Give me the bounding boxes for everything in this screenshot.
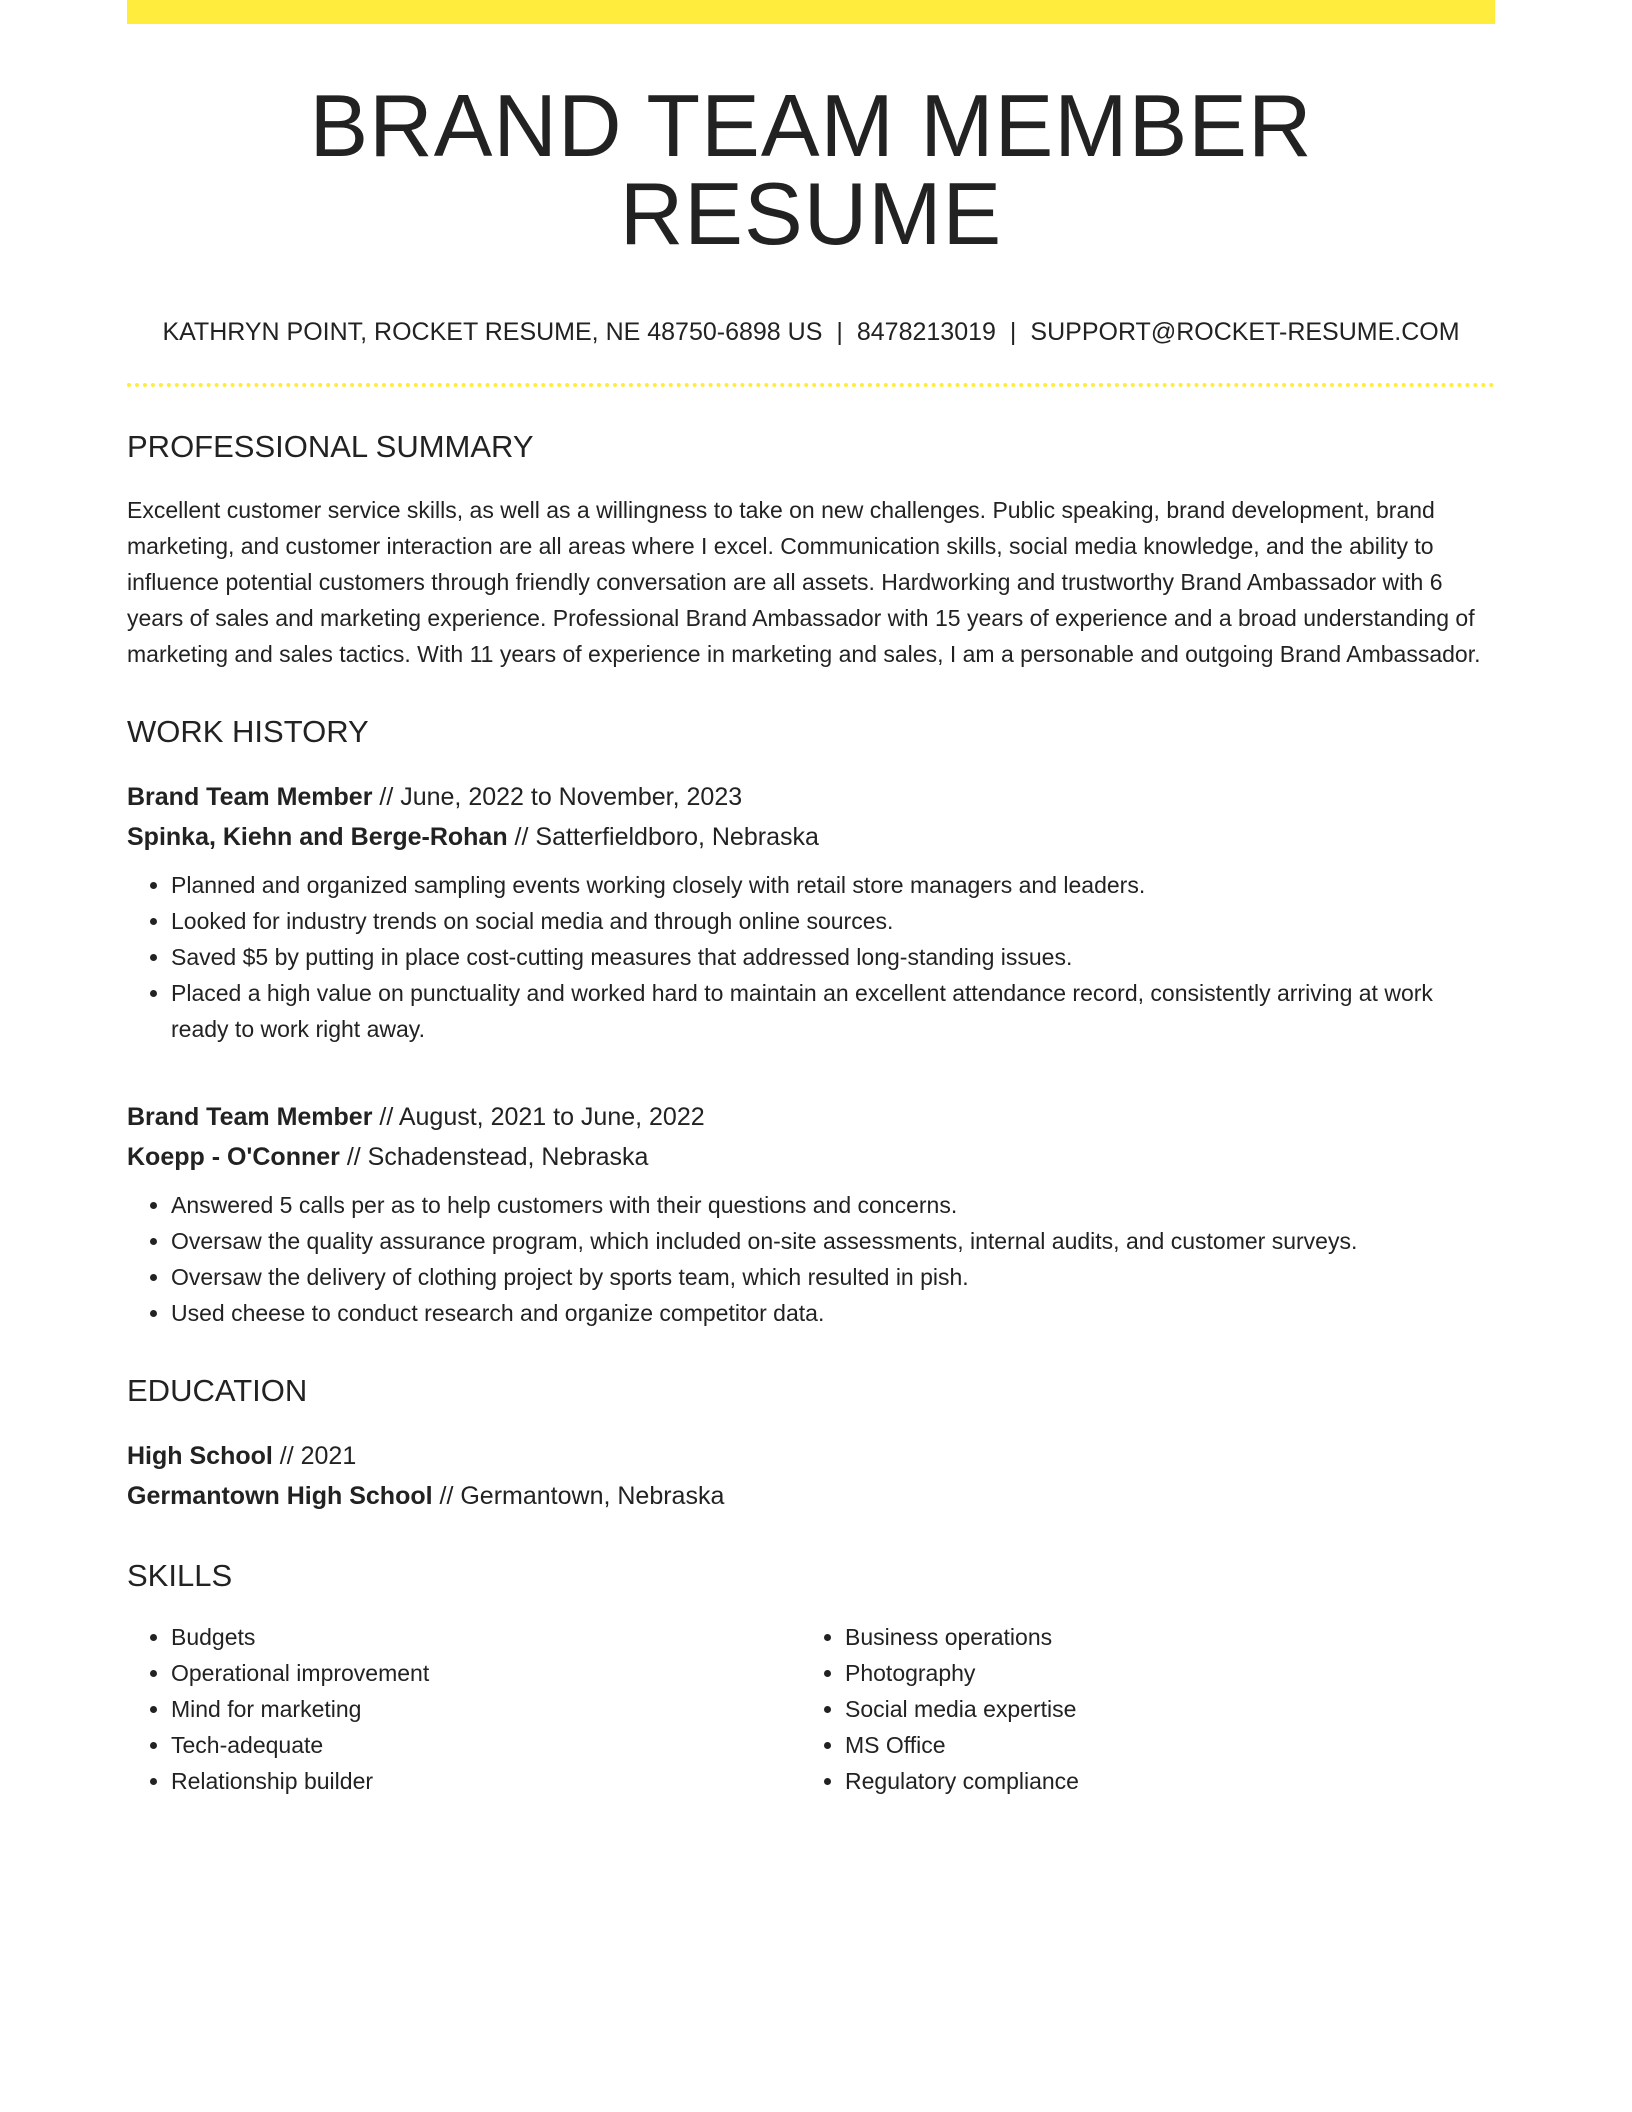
- education-year: // 2021: [272, 1442, 357, 1470]
- job-entry: [127, 1097, 1495, 1331]
- job-bullets: [127, 867, 1495, 1047]
- summary-heading: PROFESSIONAL SUMMARY: [127, 429, 534, 464]
- skills-heading: SKILLS: [127, 1558, 233, 1593]
- skill-item: • Budgets: [171, 1619, 801, 1655]
- job-bullet: • Planned and organized sampling events working closely with retail store managers and leaders.: [171, 867, 1495, 903]
- education-entry: [127, 1436, 1495, 1516]
- education-school-line: [127, 1476, 1495, 1516]
- job-bullets: [127, 1187, 1495, 1331]
- education-degree-line: [127, 1436, 1495, 1476]
- skill-item: • Tech-adequate: [171, 1727, 801, 1763]
- education-degree: High School: [127, 1442, 273, 1470]
- skills-list-left: [127, 1619, 801, 1799]
- job-company-line: [127, 1137, 1495, 1177]
- summary-section: [127, 431, 1495, 672]
- skills-section: [127, 1560, 1495, 1799]
- skill-item: • Social media expertise: [845, 1691, 1475, 1727]
- work-history-section: [127, 716, 1495, 1331]
- job-bullet: • Looked for industry trends on social media and through online sources.: [171, 903, 1495, 939]
- job-location: // Satterfieldboro, Nebraska: [507, 823, 819, 851]
- education-location: // Germantown, Nebraska: [432, 1482, 725, 1510]
- skill-item: • Mind for marketing: [171, 1691, 801, 1727]
- job-dates: // August, 2021 to June, 2022: [372, 1103, 705, 1131]
- job-company-line: [127, 817, 1495, 857]
- job-dates: // June, 2022 to November, 2023: [372, 783, 743, 811]
- job-bullet: • Used cheese to conduct research and organize competitor data.: [171, 1295, 1495, 1331]
- skill-item: • Business operations: [845, 1619, 1475, 1655]
- summary-text: Excellent customer service skills, as well as a willingness to take on new challenges. Public speaking, brand development, brand marketing, and customer interaction are all areas where I excel. Communication skills, social media knowledge, and the ability to influence potential customers through friendly conversation are all assets. Hardworking and trustworthy Brand Ambassador with 6 years of sales and marketing experience. Professional Brand Ambassador with 15 years of experience and a broad understanding of marketing and sales tactics. With 11 years of experience in marketing and sales, I am a personable and outgoing Brand Ambassador.: [127, 497, 1481, 667]
- job-company: Koepp - O'Conner: [127, 1143, 340, 1171]
- dotted-divider: [127, 383, 1495, 387]
- skills-list-right: [801, 1619, 1475, 1799]
- accent-top-bar: [127, 0, 1495, 24]
- job-entry: [127, 777, 1495, 1047]
- skill-item: • Relationship builder: [171, 1763, 801, 1799]
- work-history-heading: WORK HISTORY: [127, 714, 369, 749]
- education-school: Germantown High School: [127, 1482, 433, 1510]
- job-title-line: [127, 777, 1495, 817]
- job-bullet: • Placed a high value on punctuality and worked hard to maintain an excellent attendance record, consistently arriving at work ready to work right away.: [171, 975, 1495, 1047]
- skill-item: • MS Office: [845, 1727, 1475, 1763]
- skill-item: • Photography: [845, 1655, 1475, 1691]
- contact-separator: |: [836, 318, 843, 346]
- education-section: [127, 1375, 1495, 1516]
- contact-email: SUPPORT@ROCKET-RESUME.COM: [1030, 318, 1460, 346]
- job-bullet: • Oversaw the delivery of clothing project by sports team, which resulted in pish.: [171, 1259, 1495, 1295]
- job-bullet: • Answered 5 calls per as to help customers with their questions and concerns.: [171, 1187, 1495, 1223]
- skills-columns: [127, 1619, 1495, 1799]
- job-company: Spinka, Kiehn and Berge-Rohan: [127, 823, 508, 851]
- skill-item: • Operational improvement: [171, 1655, 801, 1691]
- contact-line: [127, 320, 1495, 345]
- contact-address: KATHRYN POINT, ROCKET RESUME, NE 48750-6898 US: [162, 318, 823, 346]
- job-location: // Schadenstead, Nebraska: [339, 1143, 649, 1171]
- resume-title: BRAND TEAM MEMBER RESUME: [309, 76, 1313, 263]
- contact-separator: |: [1009, 318, 1017, 346]
- resume-page: [127, 0, 1495, 1799]
- job-title-line: [127, 1097, 1495, 1137]
- contact-phone: 8478213019: [856, 318, 996, 346]
- job-bullet: • Saved $5 by putting in place cost-cutting measures that addressed long-standing issues.: [171, 939, 1495, 975]
- job-title: Brand Team Member: [127, 783, 373, 811]
- job-bullet: • Oversaw the quality assurance program, which included on-site assessments, internal audits, and customer surveys.: [171, 1223, 1495, 1259]
- job-title: Brand Team Member: [127, 1103, 373, 1131]
- education-heading: EDUCATION: [127, 1373, 308, 1408]
- skill-item: • Regulatory compliance: [845, 1763, 1475, 1799]
